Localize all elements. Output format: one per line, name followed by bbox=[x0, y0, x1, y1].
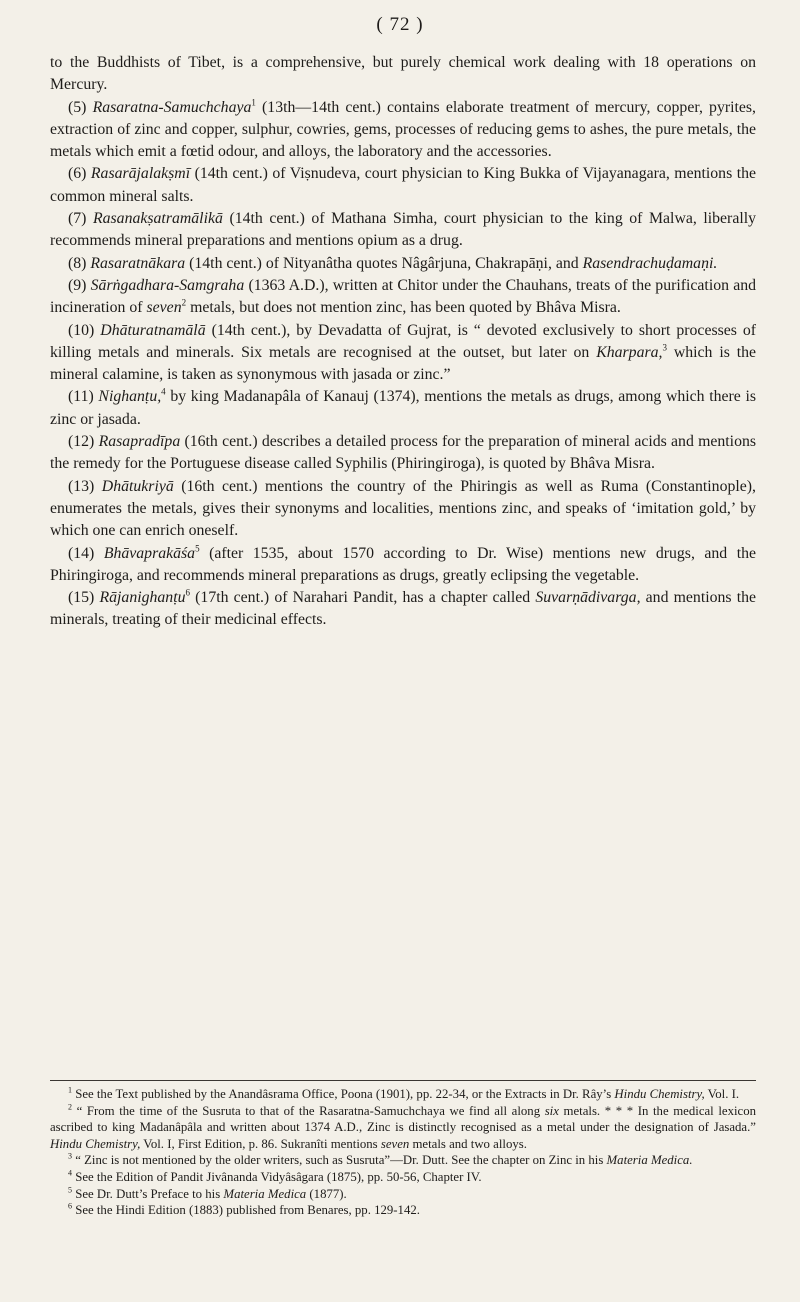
item-text: by king Madanapâla of Kanauj (1374), mentions the metals as drugs, among which there is zinc or jasada. bbox=[50, 388, 756, 428]
item-inline-title: Rasendrachuḍamaṇi. bbox=[582, 254, 718, 272]
list-item bbox=[50, 543, 756, 588]
footnote-text: “ Zinc is not mentioned by the older writers, such as Susruta”—Dr. Dutt. See the chapter on Zinc in his bbox=[75, 1153, 607, 1168]
list-item bbox=[50, 253, 756, 275]
footnote bbox=[50, 1186, 756, 1203]
footnote bbox=[50, 1103, 756, 1153]
item-number: (5) bbox=[68, 98, 87, 116]
item-number: (11) bbox=[68, 388, 94, 406]
footnote-text: Hindu Chemistry, bbox=[614, 1087, 705, 1101]
item-text: (1363 A.D.), written at Chitor under the Chauhans, treats of the purification and incineration of bbox=[50, 276, 757, 317]
item-text: (after 1535, about 1570 according to Dr. Wise) mentions new drugs, and the Phiringiroga, and recommends mineral preparations as drugs, greatly eclipsing the vegetable. bbox=[50, 544, 756, 584]
footnote-mark: 4 bbox=[68, 1168, 72, 1178]
item-text: (17th cent.) of Narahari Pandit, has a chapter called bbox=[195, 589, 531, 607]
footnote-ref: 3 bbox=[662, 342, 667, 353]
footnotes bbox=[50, 1086, 756, 1219]
item-list bbox=[50, 97, 756, 632]
item-text-cont: and mentions the minerals, treating of their medicinal effects. bbox=[50, 589, 756, 629]
item-text: (14th cent.) of Nityanâtha quotes Nâgârjuna, Chakrapāṇi, and bbox=[189, 254, 579, 272]
item-title: Rasanakṣatramālikā bbox=[92, 210, 223, 228]
item-text: (16th cent.) mentions the country of the Phiringis as well as Ruma (Constantinople), enumerates the metals, gives their synonyms and localities, mentions zinc, and speaks of ‘imitation gold,’ by which one can enrich oneself. bbox=[50, 477, 756, 540]
item-number: (6) bbox=[68, 165, 87, 183]
list-item bbox=[50, 208, 756, 253]
footnote-mark: 3 bbox=[68, 1152, 72, 1162]
item-title: Rasarājalakṣmī bbox=[90, 165, 191, 183]
footnote-text: Materia Medica bbox=[223, 1186, 307, 1201]
footnote-text: See Dr. Dutt’s Preface to his bbox=[75, 1186, 224, 1201]
footnote-text: See the Edition of Pandit Jivânanda Vidyâsâgara (1875), pp. 50-56, Chapter IV. bbox=[75, 1169, 482, 1184]
list-item bbox=[50, 320, 756, 387]
item-title: Sārṅgadhara-Samgraha bbox=[90, 276, 245, 294]
list-item bbox=[50, 386, 756, 431]
lead-paragraph: to the Buddhists of Tibet, is a comprehensive, but purely chemical work dealing with 18 operations on Mercury. bbox=[50, 54, 756, 94]
item-title: Dhāturatnamālā bbox=[100, 321, 206, 339]
list-item bbox=[50, 97, 756, 164]
footnote-ref: 6 bbox=[185, 587, 190, 598]
footnote-text: Vol. I, First Edition, p. 86. Sukranîti mentions bbox=[140, 1136, 381, 1151]
footnote-ref: 5 bbox=[195, 543, 200, 554]
footnote-ref: 1 bbox=[251, 97, 256, 108]
footnote-text: six bbox=[544, 1103, 559, 1118]
item-title: Nighanṭu, bbox=[98, 388, 162, 406]
item-number: (12) bbox=[68, 433, 95, 451]
footnote bbox=[50, 1202, 756, 1219]
page-number: ( 72 ) bbox=[376, 14, 424, 35]
item-number: (15) bbox=[68, 589, 95, 607]
item-text: (14th cent.) of Mathana Simha, court physician to the king of Malwa, liberally recommends mineral preparations and mentions opium as a drug. bbox=[50, 210, 757, 250]
footnote-mark: 2 bbox=[68, 1102, 72, 1112]
footnote-text: “ From the time of the Susruta to that of the Rasaratna-Samuchchaya we find all along bbox=[76, 1103, 545, 1118]
footnote-text: See the Text published by the Anandâsrama Office, Poona (1901), pp. 22-34, or the Extracts in Dr. Rây’s bbox=[75, 1087, 615, 1101]
footnote-text: See the Hindi Edition (1883) published from Benares, pp. 129-142. bbox=[75, 1203, 420, 1218]
item-number: (9) bbox=[68, 276, 87, 294]
footnote-ref: 4 bbox=[161, 387, 166, 398]
item-number: (14) bbox=[68, 544, 95, 562]
item-text: (14th cent.) of Viṣnudeva, court physician to King Bukka of Vijayanagara, mentions the common mineral salts. bbox=[50, 165, 757, 205]
item-text: (13th—14th cent.) contains elaborate treatment of mercury, copper, pyrites, extraction of zinc and copper, sulphur, cowries, gems, processes of reducing gems to ashes, the pure metals, the metals which emit a fœtid odour, and alloys, the laboratory and the accessories. bbox=[50, 98, 756, 161]
footnote bbox=[50, 1152, 756, 1169]
item-number: (8) bbox=[68, 254, 87, 272]
footnote-mark: 1 bbox=[68, 1085, 72, 1095]
footnote bbox=[50, 1169, 756, 1186]
footnote-text: Materia Medica. bbox=[606, 1153, 693, 1168]
list-item bbox=[50, 163, 756, 208]
item-text: (16th cent.) describes a detailed process for the preparation of mineral acids and mentions the remedy for the Portuguese disease called Syphilis (Phiringiroga), is quoted by Bhâva Misra. bbox=[50, 433, 757, 473]
item-text: (14th cent.), by Devadatta of Gujrat, is “ devoted exclusively to short processes of killing metals and minerals. Six metals are recognised at the outset, but later on bbox=[50, 321, 757, 361]
footnote-text: (1877). bbox=[306, 1186, 347, 1201]
main-text bbox=[50, 52, 756, 632]
footnote bbox=[50, 1086, 756, 1103]
footnote-rule bbox=[50, 1080, 756, 1081]
item-title: Rājanighanṭu bbox=[99, 589, 186, 607]
item-title: Rasaratnākara bbox=[90, 254, 186, 272]
item-title: Rasaratna-Samuchchaya bbox=[92, 98, 252, 116]
item-text-cont: which is the mineral calamine, is taken as synonymous with jasada or zinc.” bbox=[50, 343, 757, 384]
item-number: (7) bbox=[68, 210, 87, 228]
item-inline-title: Suvarṇādivarga, bbox=[535, 589, 641, 607]
item-inline-title: Kharpara, bbox=[596, 343, 663, 361]
list-item bbox=[50, 476, 756, 543]
list-item bbox=[50, 587, 756, 632]
footnote-mark: 5 bbox=[68, 1185, 72, 1195]
footnote-mark: 6 bbox=[68, 1201, 72, 1211]
footnote-text: metals and two alloys. bbox=[409, 1136, 527, 1151]
item-title: Rasapradīpa bbox=[98, 433, 181, 451]
item-text-cont: metals, but does not mention zinc, has been quoted by Bhâva Misra. bbox=[190, 299, 621, 317]
item-number: (13) bbox=[68, 477, 95, 495]
footnote-text: seven bbox=[380, 1136, 410, 1151]
footnote-text: Vol. I. bbox=[704, 1087, 740, 1101]
footnote-text: metals. * * * In the medical lexicon ascribed to king Madanâpâla and written about 1374 A.D., Zinc is distinctly recognised as a metal under the designation of Jasada.” bbox=[50, 1103, 757, 1135]
item-title: Bhāvaprakāśa bbox=[103, 544, 196, 562]
item-number: (10) bbox=[68, 321, 95, 339]
footnote-text: Hindu Chemistry, bbox=[50, 1136, 141, 1151]
item-inline-title: seven bbox=[146, 299, 182, 317]
footnote-ref: 2 bbox=[181, 298, 187, 308]
list-item bbox=[50, 431, 756, 476]
list-item bbox=[50, 275, 756, 320]
item-title: Dhātukriyā bbox=[101, 477, 174, 495]
